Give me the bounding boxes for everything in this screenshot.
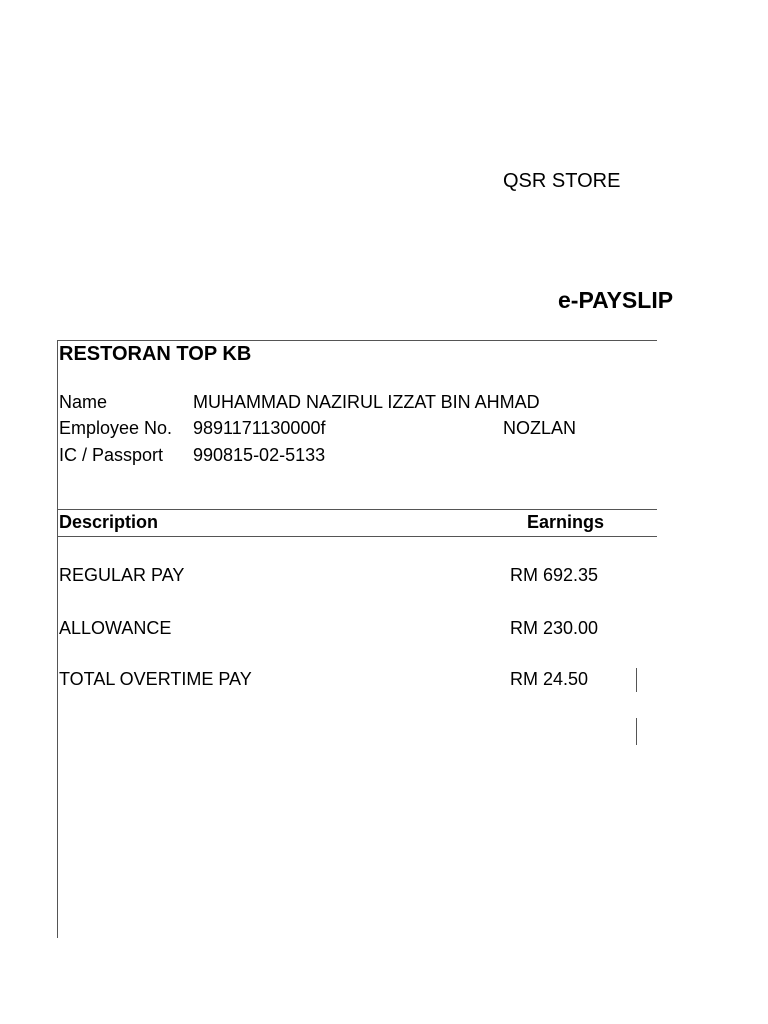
row-earnings: RM 24.50 [510,669,589,689]
row-earnings: RM 692.35 [510,565,599,585]
earnings-column-header: Earnings [527,512,605,532]
row-description: TOTAL OVERTIME PAY [59,669,252,689]
row-description: REGULAR PAY [59,565,185,585]
store-name: QSR STORE [503,170,621,192]
box-top-border [57,340,657,341]
employee-no-value: 9891171130000f [193,418,326,438]
employee-no-extra: NOZLAN [503,418,577,438]
employee-no-label: Employee No. [59,418,173,438]
ic-passport-label: IC / Passport [59,445,164,465]
payslip-title: e-PAYSLIP [558,287,674,313]
table-header-top-border [57,509,657,510]
row-earnings: RM 230.00 [510,618,599,638]
table-header-bottom-border [57,536,657,537]
name-value: MUHAMMAD NAZIRUL IZZAT BIN AHMAD [193,392,540,412]
column-divider-mark [636,718,637,745]
box-left-border [57,340,58,938]
column-divider-mark [636,668,637,692]
row-description: ALLOWANCE [59,618,172,638]
ic-passport-value: 990815-02-5133 [193,445,326,465]
company-name: RESTORAN TOP KB [59,343,252,365]
description-column-header: Description [59,512,159,532]
name-label: Name [59,392,108,412]
